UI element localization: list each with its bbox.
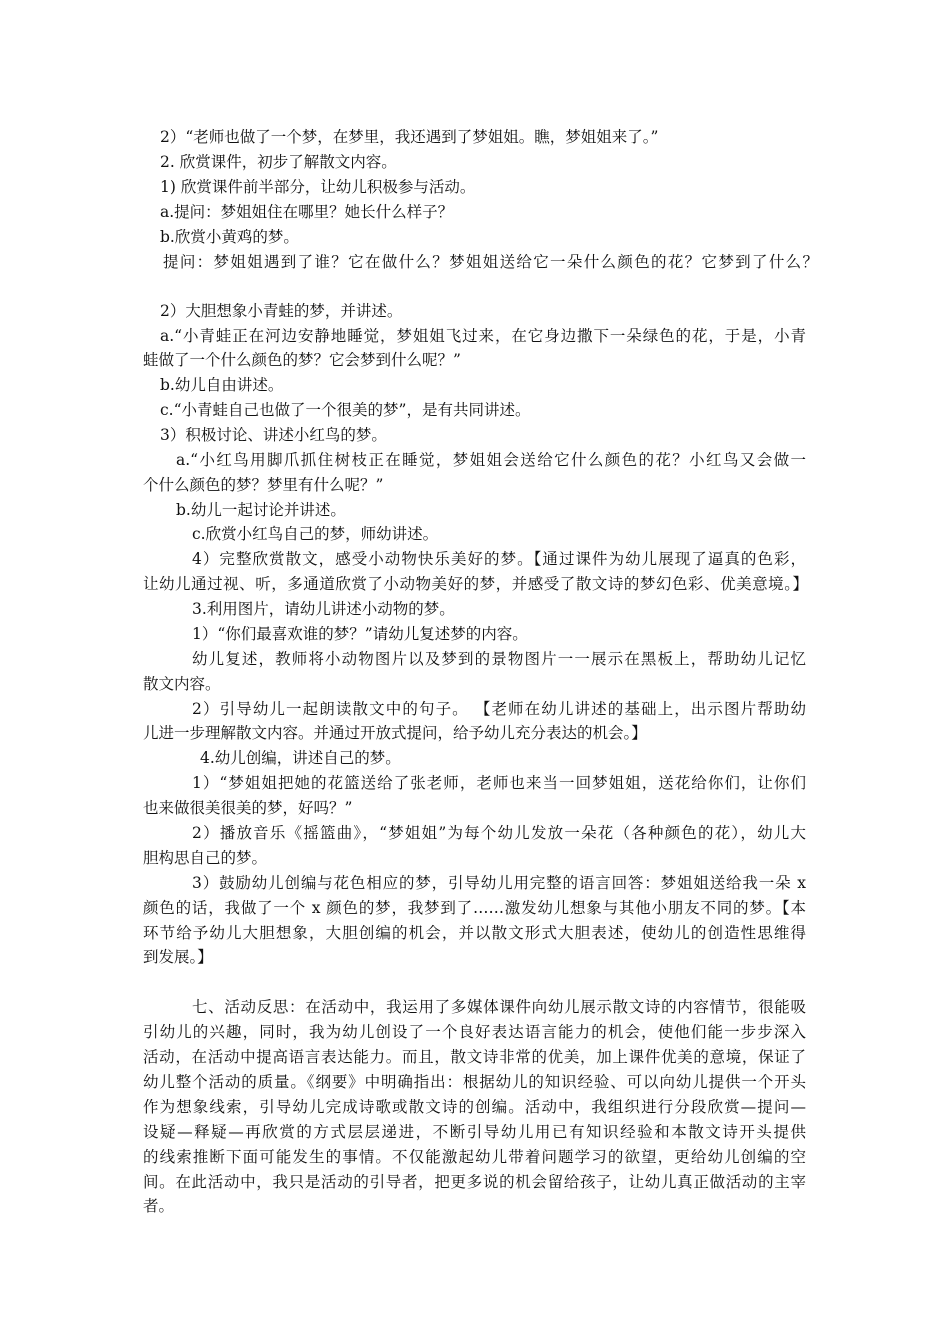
text-line: 活动，在活动中提高语言表达能力。而且，散文诗非常的优美，加上课件优美的意境，保证了 bbox=[143, 1048, 806, 1066]
text-line: 1）“你们最喜欢谁的梦？”请幼儿复述梦的内容。 bbox=[192, 625, 528, 643]
text-line: a.“小青蛙正在河边安静地睡觉，梦姐姐飞过来，在它身边撒下一朵绿色的花，于是，小青 bbox=[160, 327, 806, 345]
text-line: 2）引导幼儿一起朗读散文中的句子。 【老师在幼儿讲述的基础上，出示图片帮助幼 bbox=[192, 700, 806, 718]
text-line: 3.利用图片，请幼儿讲述小动物的梦。 bbox=[192, 600, 455, 618]
text-line: 1) 欣赏课件前半部分，让幼儿积极参与活动。 bbox=[160, 178, 476, 196]
text-line: 七、活动反思：在活动中，我运用了多媒体课件向幼儿展示散文诗的内容情节，很能吸 bbox=[192, 998, 806, 1016]
text-line: 胆构思自己的梦。 bbox=[143, 849, 268, 867]
text-line: 引幼儿的兴趣，同时，我为幼儿创设了一个良好表达语言能力的机会，使他们能一步步深入 bbox=[143, 1023, 806, 1041]
text-line: 幼儿复述，教师将小动物图片以及梦到的景物图片一一展示在黑板上，帮助幼儿记忆 bbox=[192, 650, 806, 668]
text-line: b.幼儿一起讨论并讲述。 bbox=[176, 501, 346, 519]
text-line: 2）“老师也做了一个梦，在梦里，我还遇到了梦姐姐。瞧，梦姐姐来了。” bbox=[160, 128, 659, 146]
text-line: 也来做很美很美的梦，好吗？” bbox=[143, 799, 353, 817]
text-line: 让幼儿通过视、听，多通道欣赏了小动物美好的梦，并感受了散文诗的梦幻色彩、优美意境。】 bbox=[143, 575, 808, 593]
text-line: 作为想象线索，引导幼儿完成诗歌或散文诗的创编。活动中，我组织进行分段欣赏—提问— bbox=[143, 1098, 806, 1116]
text-line: 到发展。】 bbox=[143, 948, 213, 966]
text-line: 个什么颜色的梦？梦里有什么呢？” bbox=[143, 476, 384, 494]
text-line: 散文内容。 bbox=[143, 675, 221, 693]
text-line: 1）“梦姐姐把她的花篮送给了张老师，老师也来当一回梦姐姐，送花给你们，让你们 bbox=[192, 774, 806, 792]
text-line: 3）积极讨论、讲述小红鸟的梦。 bbox=[160, 426, 387, 444]
text-line: 蛙做了一个什么颜色的梦？它会梦到什么呢？” bbox=[143, 351, 461, 369]
text-line: 提问：梦姐姐遇到了谁？它在做什么？梦姐姐送给它一朵什么颜色的花？它梦到了什么？ bbox=[163, 253, 818, 271]
text-line: 2）大胆想象小青蛙的梦，并讲述。 bbox=[160, 302, 403, 320]
text-line: 4）完整欣赏散文，感受小动物快乐美好的梦。【通过课件为幼儿展现了逼真的色彩， bbox=[192, 550, 806, 568]
text-line: b.幼儿自由讲述。 bbox=[160, 376, 284, 394]
text-line: c.欣赏小红鸟自己的梦，师幼讲述。 bbox=[192, 525, 439, 543]
text-line: 的线索推断下面可能发生的事情。不仅能激起幼儿带着问题学习的欲望，更给幼儿创编的空 bbox=[143, 1148, 806, 1166]
text-line: 者。 bbox=[143, 1197, 175, 1215]
text-line: 设疑—释疑—再欣赏的方式层层递进，不断引导幼儿用已有知识经验和本散文诗开头提供 bbox=[143, 1123, 806, 1141]
text-line: 2）播放音乐《摇篮曲》，“梦姐姐”为每个幼儿发放一朵花（各种颜色的花），幼儿大 bbox=[192, 824, 806, 842]
text-line: 颜色的话，我做了一个 x 颜色的梦，我梦到了……激发幼儿想象与其他小朋友不同的梦。【本 bbox=[143, 899, 806, 917]
text-line: 2. 欣赏课件，初步了解散文内容。 bbox=[160, 153, 397, 171]
text-line: b.欣赏小黄鸡的梦。 bbox=[160, 228, 299, 246]
text-line: a.提问：梦姐姐住在哪里？她长什么样子？ bbox=[160, 203, 454, 221]
text-line: 环节给予幼儿大胆想象，大胆创编的机会，并以散文形式大胆表述，使幼儿的创造性思维得 bbox=[143, 924, 806, 942]
text-line: 儿进一步理解散文内容。并通过开放式提问，给予幼儿充分表达的机会。】 bbox=[143, 724, 647, 742]
text-line: a.“小红鸟用脚爪抓住树枝正在睡觉，梦姐姐会送给它什么颜色的花？小红鸟又会做一 bbox=[176, 451, 806, 469]
text-line: 3）鼓励幼儿创编与花色相应的梦，引导幼儿用完整的语言回答：梦姐姐送给我一朵 x bbox=[192, 874, 806, 892]
text-line: c.“小青蛙自己也做了一个很美的梦”，是有共同讲述。 bbox=[160, 401, 531, 419]
text-line: 4.幼儿创编，讲述自己的梦。 bbox=[200, 749, 401, 767]
text-line: 间。在此活动中，我只是活动的引导者，把更多说的机会留给孩子，让幼儿真正做活动的主宰 bbox=[143, 1173, 806, 1191]
text-line: 幼儿整个活动的质量。《纲要》中明确指出：根据幼儿的知识经验、可以向幼儿提供一个开头 bbox=[143, 1073, 806, 1091]
